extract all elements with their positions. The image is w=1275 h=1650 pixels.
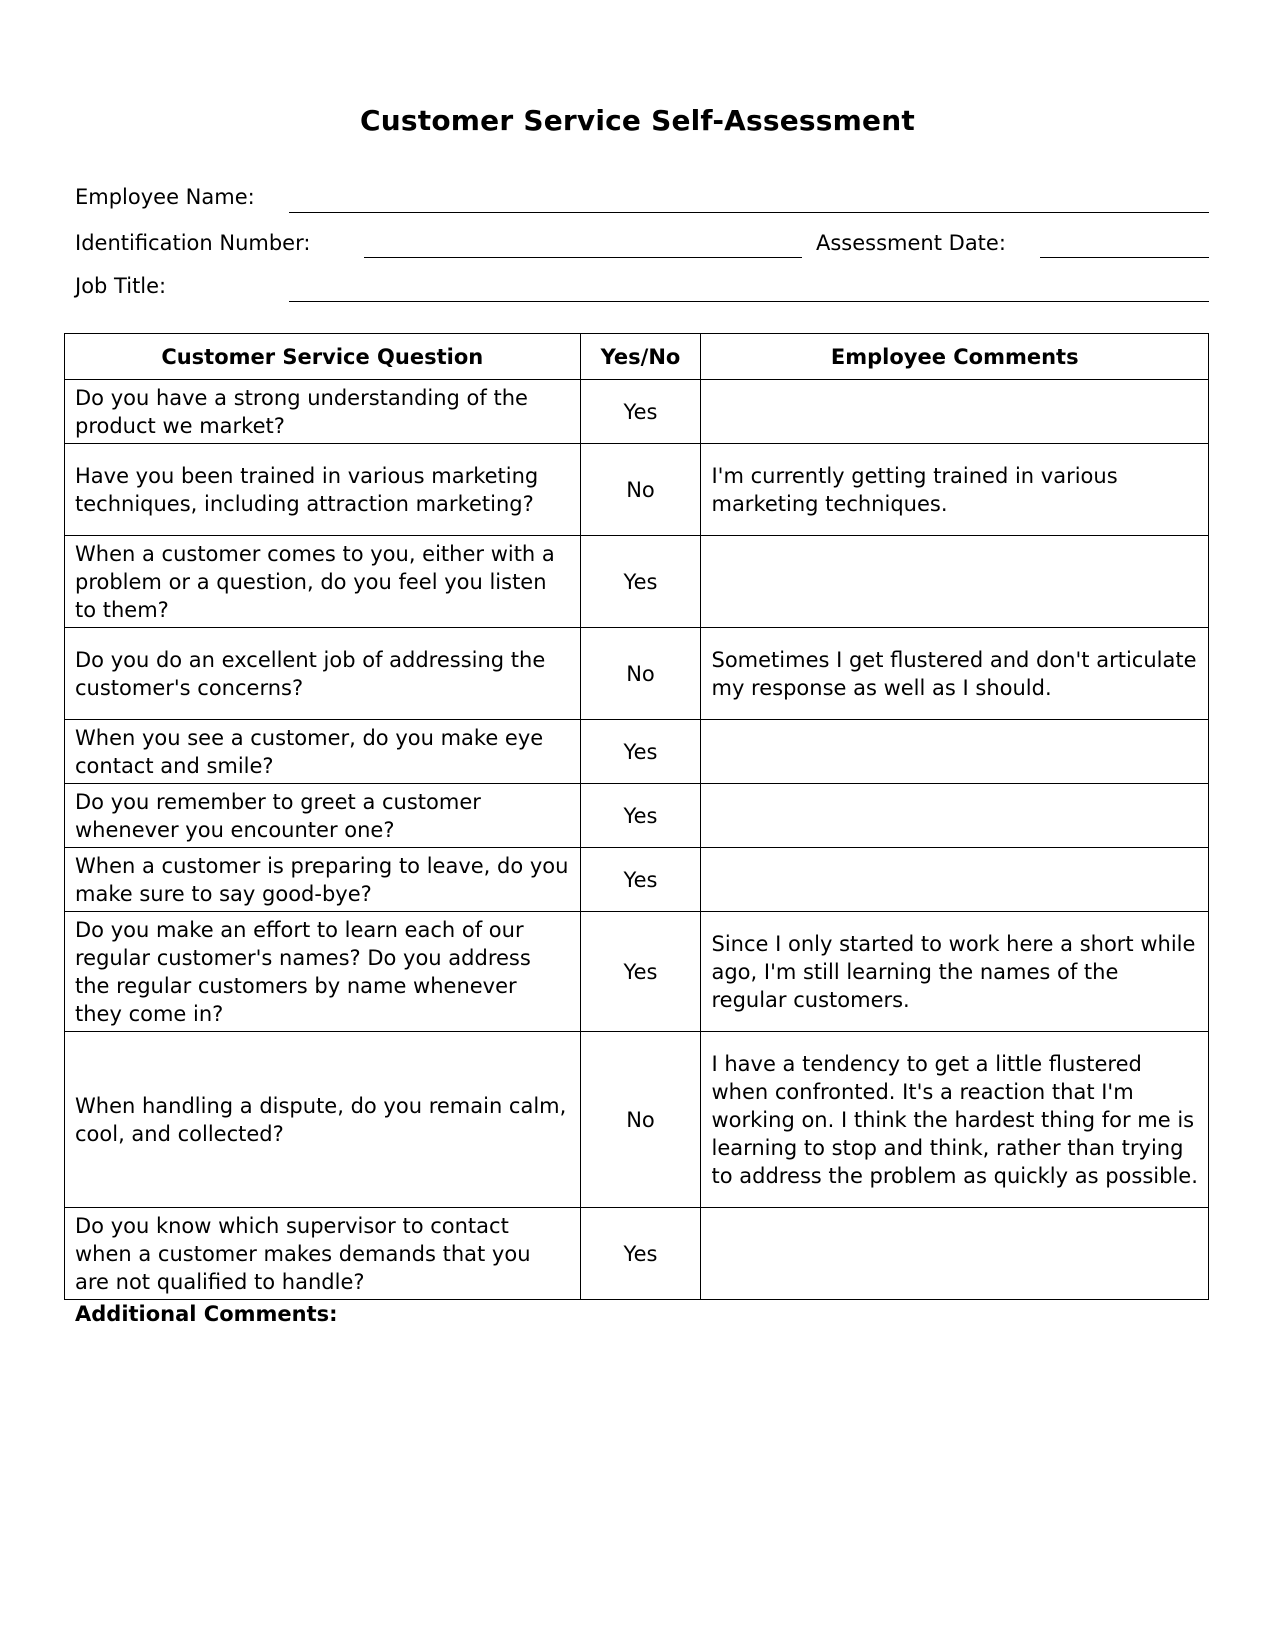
question-cell: Have you been trained in various marketing techniques, including attraction marketing? bbox=[65, 444, 581, 536]
question-cell: When you see a customer, do you make eye contact and smile? bbox=[65, 720, 581, 784]
answer-cell[interactable]: Yes bbox=[580, 720, 701, 784]
table-row bbox=[65, 720, 1209, 784]
identification-number-label: Identification Number: bbox=[75, 231, 311, 255]
comment-cell[interactable] bbox=[701, 380, 1209, 444]
answer-cell[interactable]: Yes bbox=[580, 912, 701, 1032]
comment-cell[interactable] bbox=[701, 1208, 1209, 1300]
question-cell: When a customer is preparing to leave, do you make sure to say good-bye? bbox=[65, 848, 581, 912]
table-row bbox=[65, 848, 1209, 912]
question-cell: Do you do an excellent job of addressing the customer's concerns? bbox=[65, 628, 581, 720]
comment-cell[interactable] bbox=[701, 848, 1209, 912]
comment-cell[interactable] bbox=[701, 536, 1209, 628]
table-row bbox=[65, 444, 1209, 536]
page-title: Customer Service Self-Assessment bbox=[360, 104, 915, 137]
assessment-table bbox=[64, 333, 1209, 1300]
answer-cell[interactable]: No bbox=[580, 628, 701, 720]
additional-comments-label: Additional Comments: bbox=[75, 1302, 338, 1326]
comment-cell[interactable]: Sometimes I get flustered and don't articulate my response as well as I should. bbox=[701, 628, 1209, 720]
question-cell: Do you remember to greet a customer whenever you encounter one? bbox=[65, 784, 581, 848]
table-row bbox=[65, 628, 1209, 720]
table-row bbox=[65, 380, 1209, 444]
comment-cell[interactable]: I'm currently getting trained in various marketing techniques. bbox=[701, 444, 1209, 536]
answer-cell[interactable]: Yes bbox=[580, 380, 701, 444]
employee-name-field[interactable] bbox=[289, 212, 1209, 213]
answer-cell[interactable]: Yes bbox=[580, 784, 701, 848]
table-row bbox=[65, 536, 1209, 628]
yes-no-column-header: Yes/No bbox=[580, 334, 701, 380]
table-row bbox=[65, 784, 1209, 848]
answer-cell[interactable]: Yes bbox=[580, 848, 701, 912]
question-cell: When handling a dispute, do you remain calm, cool, and collected? bbox=[65, 1032, 581, 1208]
question-column-header: Customer Service Question bbox=[65, 334, 581, 380]
table-header-row bbox=[65, 334, 1209, 380]
question-cell: Do you know which supervisor to contact when a customer makes demands that you are not qualified to handle? bbox=[65, 1208, 581, 1300]
question-cell: Do you make an effort to learn each of our regular customer's names? Do you address the regular customers by name whenever they come in? bbox=[65, 912, 581, 1032]
comment-cell[interactable] bbox=[701, 784, 1209, 848]
comments-column-header: Employee Comments bbox=[701, 334, 1209, 380]
table-row bbox=[65, 912, 1209, 1032]
comment-cell[interactable]: Since I only started to work here a short while ago, I'm still learning the names of the regular customers. bbox=[701, 912, 1209, 1032]
employee-name-label: Employee Name: bbox=[75, 185, 255, 209]
question-cell: Do you have a strong understanding of the product we market? bbox=[65, 380, 581, 444]
assessment-date-field[interactable] bbox=[1040, 257, 1209, 258]
job-title-field[interactable] bbox=[289, 301, 1209, 302]
assessment-date-label: Assessment Date: bbox=[816, 231, 1006, 255]
table-row bbox=[65, 1208, 1209, 1300]
answer-cell[interactable]: Yes bbox=[580, 1208, 701, 1300]
table-row bbox=[65, 1032, 1209, 1208]
job-title-label: Job Title: bbox=[75, 274, 167, 298]
comment-cell[interactable]: I have a tendency to get a little flustered when confronted. It's a reaction that I'm working on. I think the hardest thing for me is learning to stop and think, rather than trying to address the problem as quickly as possible. bbox=[701, 1032, 1209, 1208]
answer-cell[interactable]: No bbox=[580, 1032, 701, 1208]
answer-cell[interactable]: No bbox=[580, 444, 701, 536]
identification-number-field[interactable] bbox=[364, 257, 802, 258]
comment-cell[interactable] bbox=[701, 720, 1209, 784]
answer-cell[interactable]: Yes bbox=[580, 536, 701, 628]
question-cell: When a customer comes to you, either with a problem or a question, do you feel you listen to them? bbox=[65, 536, 581, 628]
